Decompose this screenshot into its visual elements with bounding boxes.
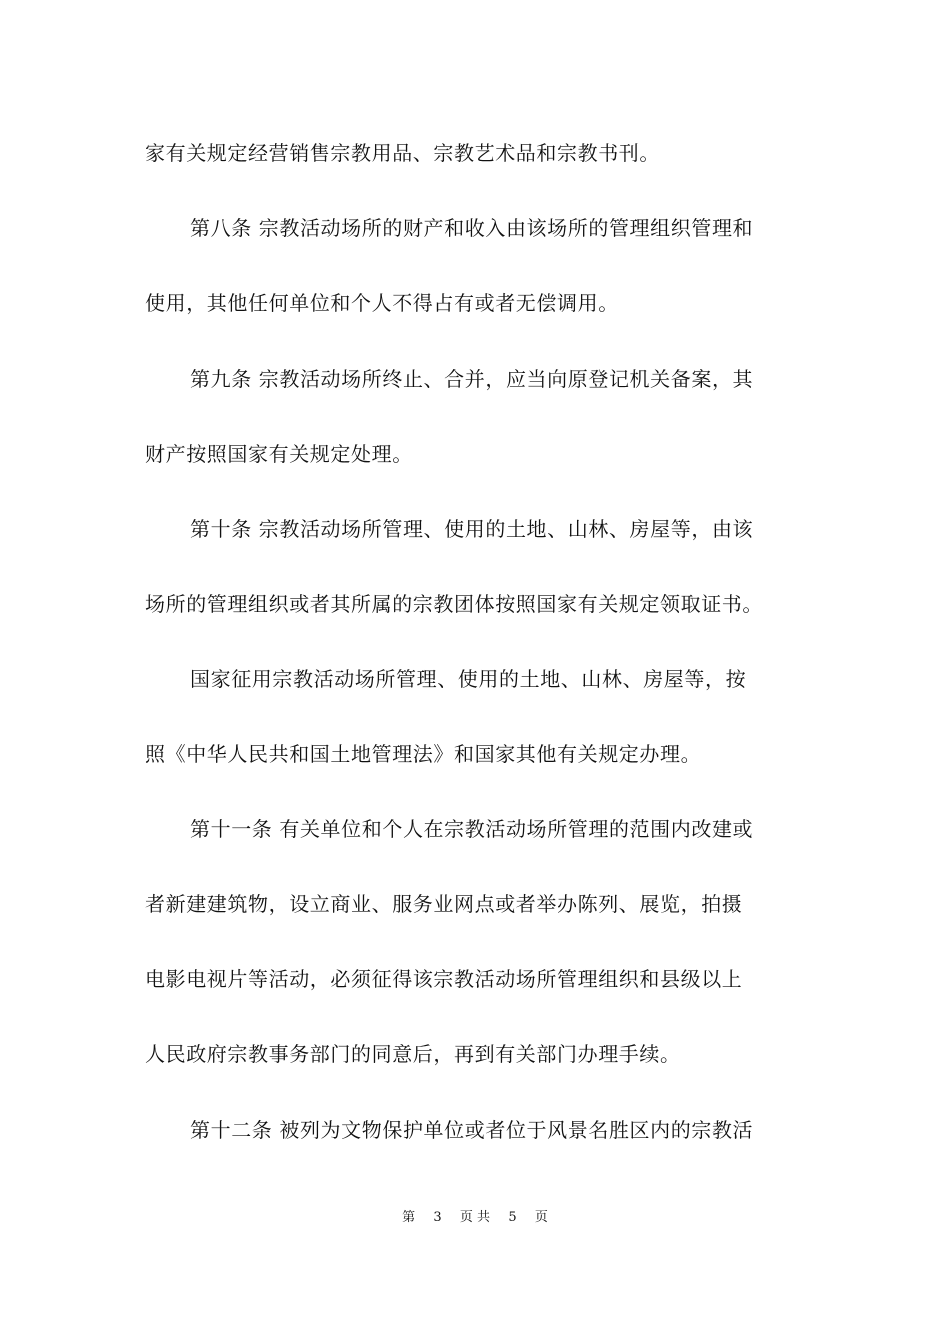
text-line: 照《中华人民共和国土地管理法》和国家其他有关规定办理。: [145, 742, 702, 766]
article-8-heading-line: 第八条 宗教活动场所的财产和收入由该场所的管理组织管理和: [190, 216, 754, 240]
current-page-number: 3: [433, 1210, 442, 1225]
text-line: 场所的管理组织或者其所属的宗教团体按照国家有关规定领取证书。: [145, 592, 763, 616]
text-line: 家有关规定经营销售宗教用品、宗教艺术品和宗教书刊。: [145, 141, 660, 165]
footer-suffix: 页: [534, 1210, 548, 1225]
article-9-heading-line: 第九条 宗教活动场所终止、合并，应当向原登记机关备案，其: [190, 367, 754, 391]
text-line: 电影电视片等活动，必须征得该宗教活动场所管理组织和县级以上: [145, 967, 743, 991]
paragraph-start-line: 国家征用宗教活动场所管理、使用的土地、山林、房屋等，按: [190, 667, 747, 691]
article-12-heading-line: 第十二条 被列为文物保护单位或者位于风景名胜区内的宗教活: [190, 1118, 754, 1142]
page-footer: [0, 1209, 950, 1227]
text-line: 财产按照国家有关规定处理。: [145, 442, 413, 466]
total-pages-number: 5: [508, 1210, 517, 1225]
footer-middle: 页 共: [459, 1210, 491, 1225]
article-11-heading-line: 第十一条 有关单位和个人在宗教活动场所管理的范围内改建或: [190, 817, 754, 841]
footer-prefix: 第: [402, 1210, 416, 1225]
text-line: 使用，其他任何单位和个人不得占有或者无偿调用。: [145, 291, 619, 315]
text-line: 者新建建筑物，设立商业、服务业网点或者举办陈列、展览，拍摄: [145, 892, 743, 916]
article-10-heading-line: 第十条 宗教活动场所管理、使用的土地、山林、房屋等，由该: [190, 517, 754, 541]
text-line: 人民政府宗教事务部门的同意后，再到有关部门办理手续。: [145, 1042, 681, 1066]
